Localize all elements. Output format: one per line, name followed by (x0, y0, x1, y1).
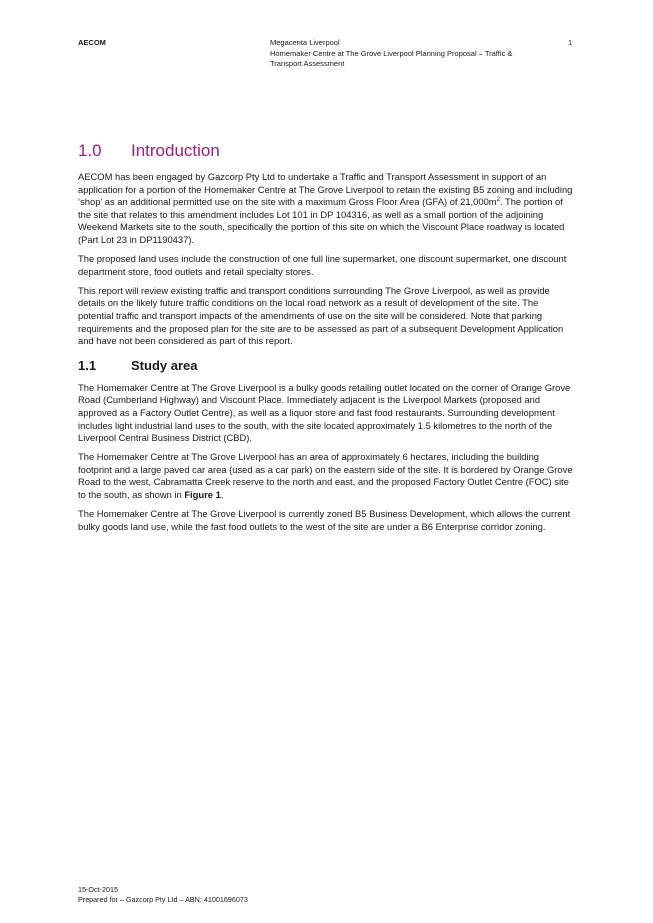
paragraph: The Homemaker Centre at The Grove Liverpool is a bulky goods retailing outlet located on the corner of Orange Grove Road (Cumberland Highway) and Viscount Place. Immediately adjacent is the Liverpool Markets (proposed and approved as a Factory Outlet Centre), as well as a liquor store and fast food restaurants. Surrounding development includes light industrial land uses to the south, with the site located approximately 1.5 kilometres to the north of the Liverpool Central Business District (CBD). (78, 381, 571, 444)
section-number: 1.0 (78, 141, 102, 160)
header-project-name: Megacenta Liverpool (270, 38, 340, 47)
header-company: AECOM (78, 38, 106, 47)
header-project-subtitle: Homemaker Centre at The Grove Liverpool Planning Proposal – Traffic & Transport Assessment (270, 48, 513, 68)
main-content (78, 140, 575, 540)
header-project (270, 38, 545, 70)
superscript: 2 (496, 197, 500, 204)
section-title: Introduction (131, 141, 220, 160)
header-page-number: 1 (568, 38, 573, 47)
paragraph-text: . The portion of the site that relates to this amendment includes Lot 101 in DP 104316, as well as a small portion of the adjoining Weekend Markets site to the south, specifically the portion of this site on which the Viscount Place roadway is located (Part Lot 23 in DP1190437). (78, 196, 565, 245)
section-heading (78, 140, 575, 162)
paragraph-text: . (220, 488, 224, 500)
paragraph (78, 171, 575, 247)
footer-date: 15-Oct-2015 (78, 885, 118, 894)
page-footer (78, 885, 248, 905)
subsection-number: 1.1 (78, 357, 97, 373)
paragraph: The proposed land uses include the construction of one full line supermarket, one discount supermarket, one discount department store, food outlets and retail specialty stores. (78, 253, 567, 277)
paragraph: This report will review existing traffic and transport conditions surrounding The Grove Liverpool, as well as provide details on the likely future traffic conditions on the local road network as a result of development of the site. The potential traffic and transport impacts of the amendments of use on the site will be considered. Note that parking requirements and the proposed plan for the site are to be assessed as part of a subsequent Development Application and have not been considered as part of this report. (78, 284, 564, 347)
paragraph (78, 451, 575, 501)
paragraph-text: The Homemaker Centre at The Grove Liverpool has an area of approximately 6 hectares, including the building footprint and a large paved car area (used as a car park) on the eastern side of the site. It is bordered by Orange Grove Road to the west, Cabramatta Creek reserve to the north and east, and the proposed Factory Outlet Centre (FOC) site to the south, as shown in (78, 451, 573, 500)
footer-prepared-for: Prepared for – Gazcorp Pty Ltd – ABN: 41001696073 (78, 894, 248, 904)
paragraph-text: AECOM has been engaged by Gazcorp Pty Ltd to undertake a Traffic and Transport Assessment in support of an application for a portion of the Homemaker Centre at The Grove Liverpool to retain the existing B5 zoning and including ‘shop’ as an additional permitted use on the site with a maximum Gross Floor Area (GFA) of 21,000m (78, 171, 573, 208)
figure-reference: Figure 1 (184, 488, 221, 500)
paragraph: The Homemaker Centre at The Grove Liverpool is currently zoned B5 Business Development, which allows the current bulky goods land use, while the fast food outlets to the west of the site are under a B6 Enterprise corridor zoning. (78, 508, 571, 532)
subsection-title: Study area (131, 357, 198, 373)
subsection-heading (78, 358, 575, 374)
